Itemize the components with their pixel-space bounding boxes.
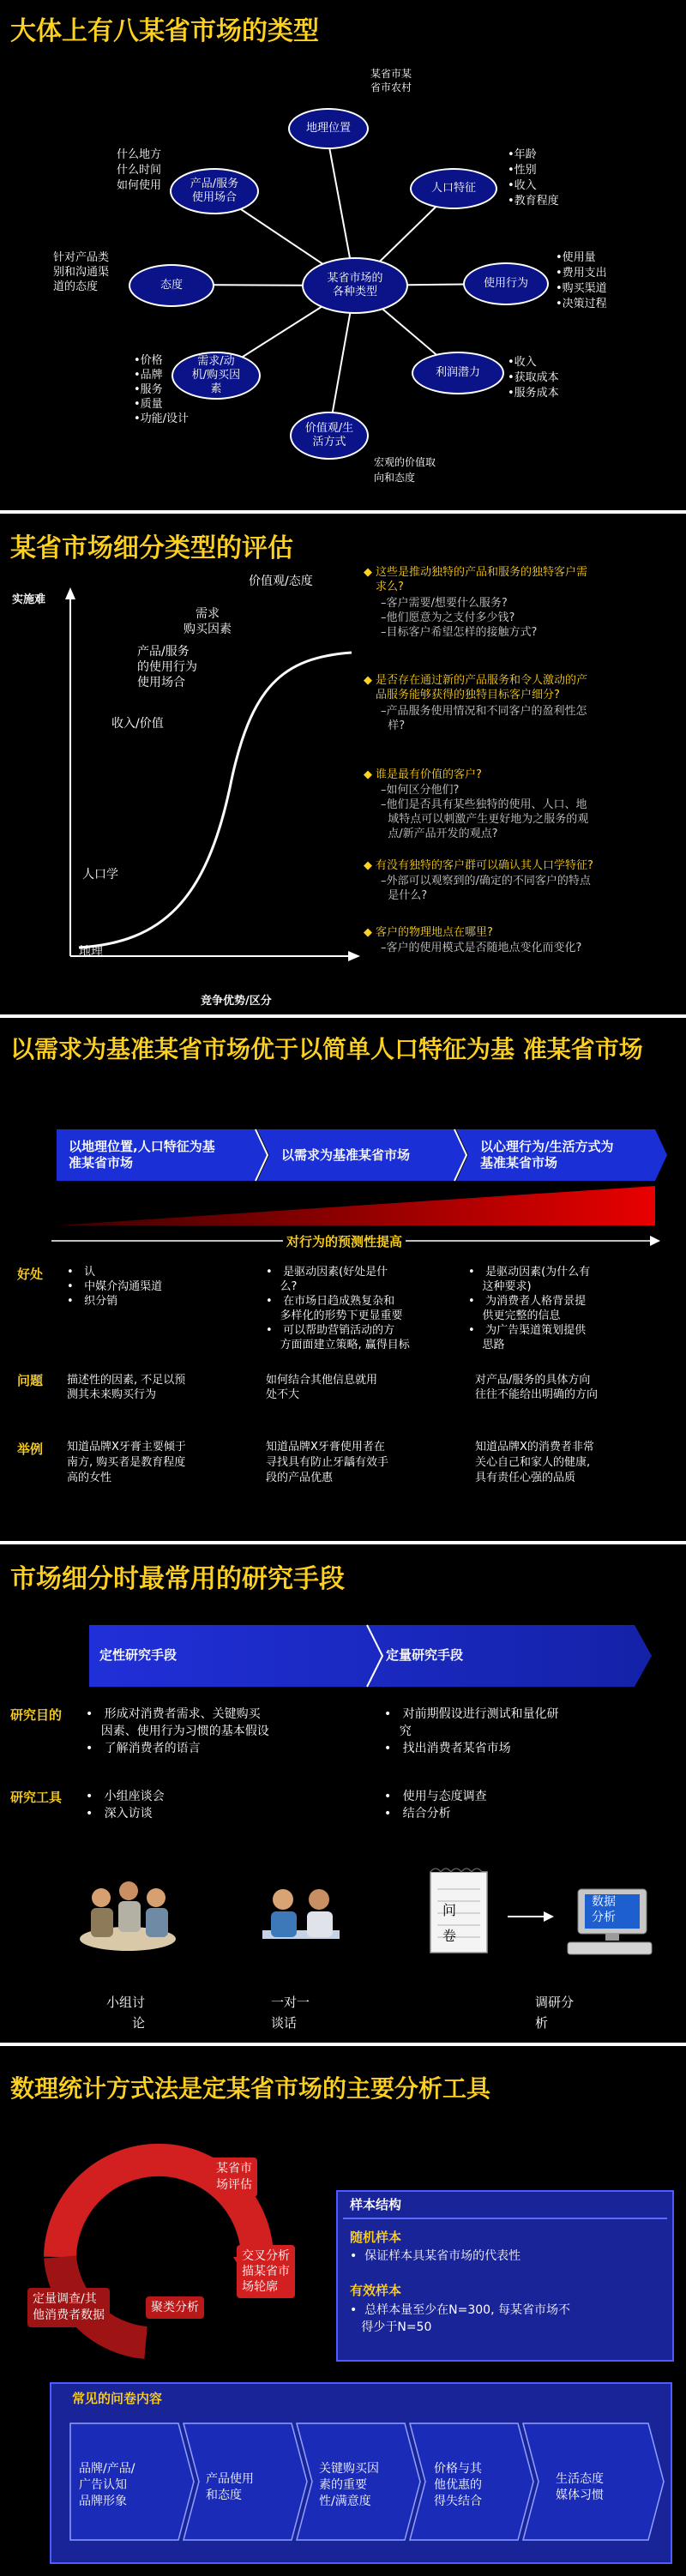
slide-title: 数理统计方式法是定某省市场的主要分析工具 [10,2074,491,2103]
x-axis-arrow [348,951,360,961]
question-4: 有没有独特的客户群可以确认其人口学特征? [376,859,593,872]
sample-structure-box [336,2190,674,2362]
slide-statistical-tools [0,2046,686,2576]
predictability-label: 对行为的预测性提高 [283,1234,406,1249]
example-col-1: 知道品牌X牙膏主要倾于 南方, 购买者是教育程度 高的女性 [67,1441,186,1484]
row-label-good: 好处 [17,1267,44,1282]
questionnaire-label: 问 卷 [442,1902,457,1944]
curve-label-income: 收入/价值 [111,717,164,731]
question-1: 这些是推动独特的产品和服务的独特客户需 求么? [376,566,588,593]
qual-purpose: • 形成对消费者需求、关键购买 因素、使用行为习惯的基本假设 • 了解消费者的语言 [86,1707,269,1755]
question-4-bullet: ◆ [364,859,372,872]
good-col-2: • 是驱动因素(好处是什 么? • 在市场日趋成熟复杂和 多样化的形势下更显重要 • 可以帮助营销活动的方 方面面建立策略, 赢得目标 [266,1266,410,1351]
one-on-one-illustration [254,1877,348,1963]
survey-item-5: 生活态度 媒体习惯 [556,2472,604,2502]
center-node: 某省市场的 各种类型 [302,257,408,314]
question-5-subs: –客户的使用模式是否随地点变化而变化? [381,942,582,954]
node-occasion: 产品/服务 使用场合 [170,168,259,214]
question-1-bullet: ◆ [364,566,372,579]
survey-item-4: 价格与其 他优惠的 得失结合 [434,2462,482,2508]
question-2-bullet: ◆ [364,674,372,687]
issue-col-2: 如何结合其他信息就用 处不大 [266,1374,378,1401]
issue-col-1: 描述性的因素, 不足以预 测其未来购买行为 [67,1374,186,1401]
valid-sample-title: 有效样本 [350,2283,402,2298]
row-label-issue: 问题 [17,1373,44,1388]
slide-market-types [0,0,686,510]
issue-col-3: 对产品/服务的具体方向 往往不能给出明确的方向 [475,1374,599,1401]
group-discussion-illustration [72,1874,184,1959]
row-label-example: 举例 [17,1441,44,1457]
chevron-needs: 以需求为基准某省市场 [281,1147,411,1163]
band-quantitative: 定量研究手段 [386,1647,464,1663]
node-needs: 需求/动 机/购买因 素 [172,352,261,400]
y-axis-arrow [65,587,75,599]
survey-item-2: 产品使用 和态度 [206,2472,254,2502]
question-3-subs: –如何区分他们? –他们是否具有某些独特的使用、人口、地 域特点可以刺激产生更好地为之服务的观 点/新产品开发的观点? [381,784,589,840]
question-2-subs: –产品服务使用情况和不同客户的盈利性怎 样? [381,705,587,732]
slide-title: 市场细分时最常用的研究手段 [10,1564,345,1594]
random-sample-title: 随机样本 [350,2230,402,2245]
slide-needs-vs-demographics [0,1018,686,1541]
valid-sample-text: • 总样本量至少在N=300, 每某省市场不 得少于N=50 [350,2303,570,2334]
slide-research-methods [0,1544,686,2043]
geo-notes: 某省市某 省市农村 [370,68,412,93]
usage-notes: •使用量 •费用支出 •购买渠道 •决策过程 [556,251,607,310]
sample-structure-title: 样本结构 [350,2197,402,2212]
slide-title: 大体上有八某省市场的类型 [10,16,319,46]
row-label-tools: 研究工具 [10,1790,63,1805]
good-col-3: • 是驱动因素(为什么有 这种要求) • 为消费者人格背景提 供更完整的信息 • 为广告渠道策划提供 思路 [468,1266,591,1351]
slide-evaluation [0,514,686,1014]
demographics-notes: •年龄 •性别 •收入 •教育程度 [508,148,559,208]
node-attitude: 态度 [129,264,214,307]
occasion-notes: 什么地方 什么时间 如何使用 [117,148,162,192]
question-2: 是否存在通过新的产品服务和令人激动的产 品服务能够获得的独特目标客户细分? [376,674,588,701]
question-4-subs: –外部可以观察到的/确定的不同客户的特点 是什么? [381,875,591,902]
question-3-bullet: ◆ [364,768,372,781]
curve-label-demo: 人口学 [82,868,118,882]
band-qualitative: 定性研究手段 [99,1647,178,1663]
y-axis-label: 实施难 [12,593,46,606]
profit-notes: •收入 •获取成本 •服务成本 [508,356,559,400]
slide-title: 某省市场细分类型的评估 [10,533,293,563]
random-sample-text: • 保证样本具某省市场的代表性 [350,2249,521,2263]
caption-one-on-one: 一对一 谈话 [271,1995,310,2031]
question-3: 谁是最有价值的客户? [376,768,482,781]
question-1-subs: –客户需要/想要什么服务? –他们愿意为之支付多少钱? –目标客户希望怎样的接触方式? [381,597,538,639]
questionnaire-illustration [420,1863,497,1958]
question-5-bullet: ◆ [364,926,372,939]
curve-label-needs: 需求 购买因素 [184,607,232,636]
qual-tools: • 小组座谈会 • 深入访谈 [86,1790,165,1821]
quant-tools: • 使用与态度调查 • 结合分析 [384,1790,487,1821]
curve-label-geo: 地理 [79,945,103,959]
caption-group-discussion: 小组讨 论 [106,1995,146,2031]
quant-purpose: • 对前期假设进行测试和量化研 究 • 找出消费者某省市场 [384,1707,559,1755]
attitude-notes: 针对产品类 别和沟通渠 道的态度 [53,251,110,293]
flow-arrow [506,1908,557,1925]
cycle-evaluation: 某省市 场评估 [211,2158,257,2197]
row-label-purpose: 研究目的 [10,1707,63,1723]
x-axis-label: 竞争优势/区分 [201,995,272,1008]
node-usage: 使用行为 [463,262,549,305]
predictability-wedge [0,1186,686,1229]
survey-content-title: 常见的问卷内容 [72,2391,163,2406]
cycle-quant-survey: 定量调查/其 他消费者数据 [27,2288,110,2327]
curve-label-usage: 产品/服务 的使用行为 使用场合 [137,645,197,689]
node-profit: 利润潜力 [412,352,504,394]
example-col-3: 知道品牌X的消费者非常 关心自己和家人的健康, 具有责任心强的品质 [475,1441,594,1484]
curve-label-values: 价值观/态度 [249,575,313,588]
question-5: 客户的物理地点在哪里? [376,926,493,939]
computer-screen-label: 数据 分析 [592,1895,616,1924]
good-col-1: • 认 • 中媒介沟通渠道 • 织分销 [67,1266,163,1308]
node-demographics: 人口特征 [410,168,497,209]
caption-analysis: 调研分 析 [535,1995,575,2031]
chevron-psychographic: 以心理行为/生活方式为 基准某省市场 [480,1139,614,1171]
values-notes: 宏观的价值取 向和态度 [374,456,436,484]
node-geo: 地理位置 [288,108,369,149]
survey-item-1: 品牌/产品/ 广告认知 品牌形象 [79,2462,135,2508]
chevron-demographic: 以地理位置,人口特征为基 准某省市场 [69,1139,215,1171]
slide-title: 以需求为基准某省市场优于以简单人口特征为基 准某省市场 [10,1035,643,1063]
cycle-cross-analysis: 交叉分析 描某省市 场轮廓 [237,2245,295,2298]
s-curve [79,653,352,948]
needs-notes: •价格 •品牌 •服务 •质量 •功能/设计 [134,354,190,425]
node-values: 价值观/生 活方式 [290,412,369,460]
example-col-2: 知道品牌X牙膏使用者在 寻找具有防止牙龋有效手 段的产品优惠 [266,1441,389,1484]
cycle-cluster-analysis: 聚类分析 [146,2296,204,2319]
survey-item-3: 关键购买因 素的重要 性/满意度 [319,2462,379,2508]
